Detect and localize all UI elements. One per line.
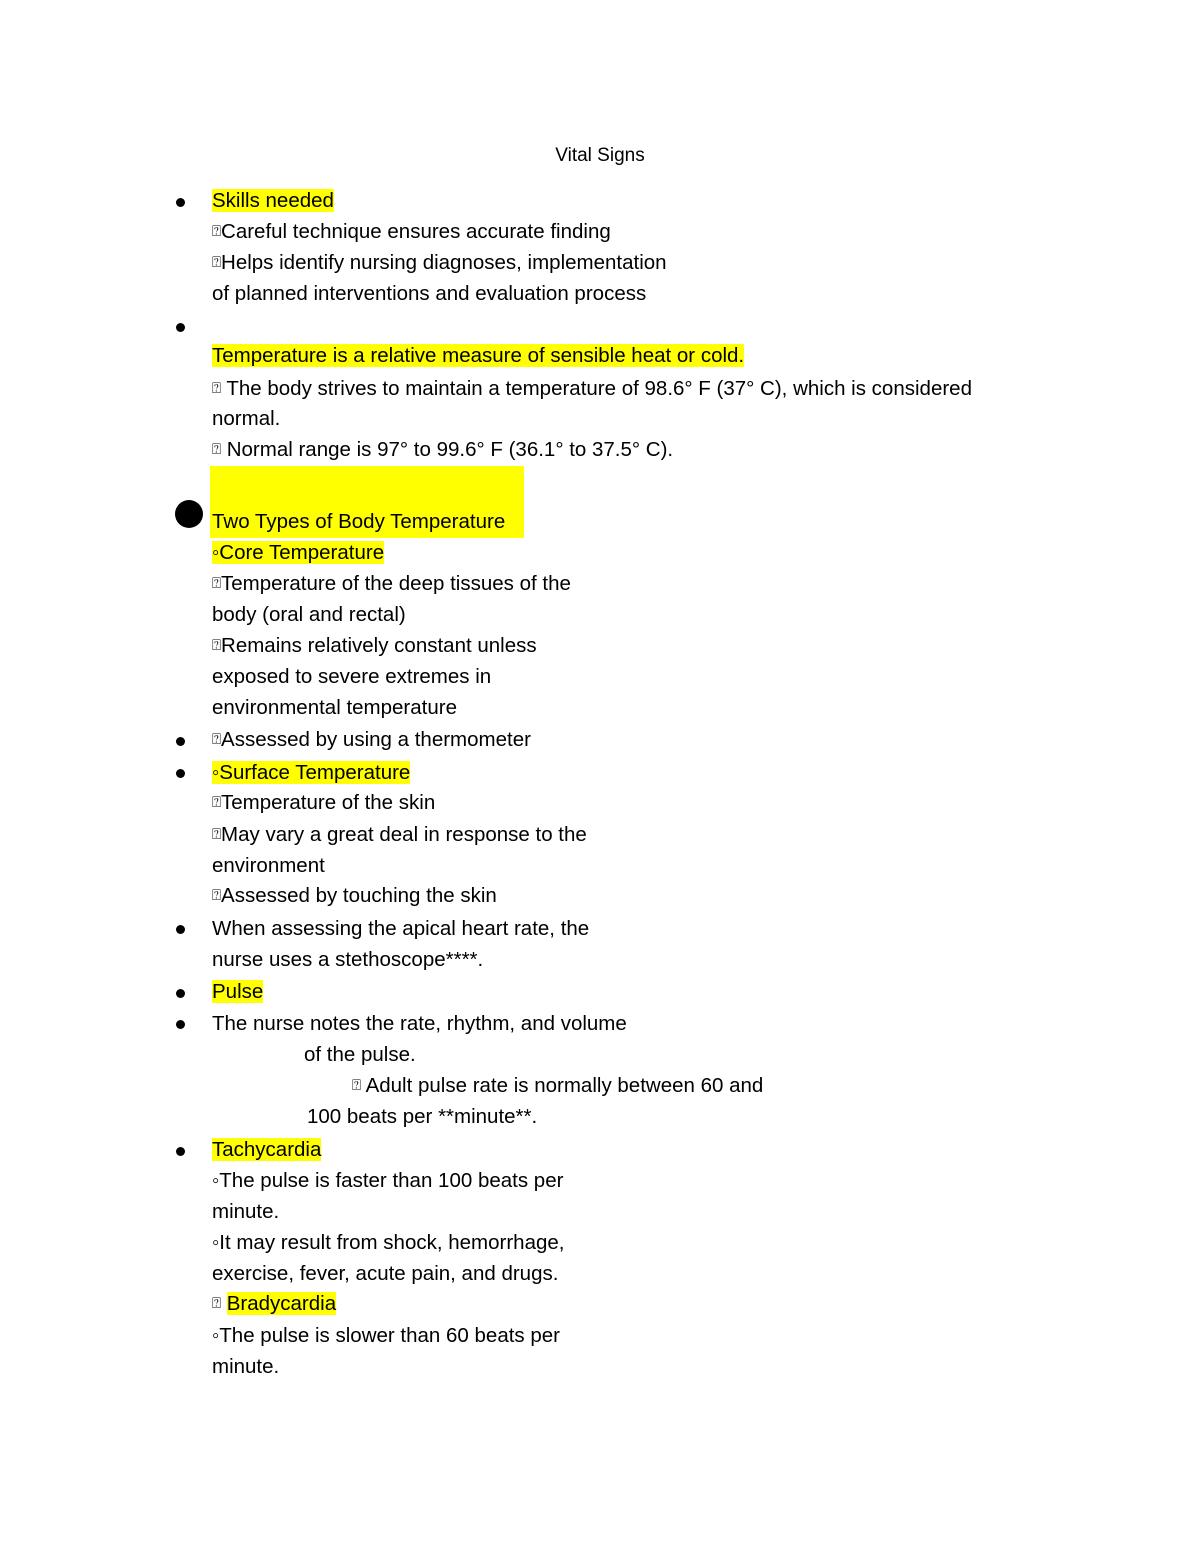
highlighted-text: Two Types of Body Temperature — [212, 510, 506, 533]
line-text: environmental temperature — [212, 696, 457, 719]
line-text: Temperature of the deep tissues of the — [221, 572, 571, 595]
missing-glyph-icon: ⍰ — [212, 254, 222, 271]
bullet-icon — [176, 925, 185, 934]
line-text: minute. — [212, 1200, 280, 1223]
line-text: 100 beats per **minute**. — [307, 1105, 538, 1128]
text-line — [212, 822, 587, 848]
line-text: body (oral and rectal) — [212, 603, 406, 626]
text-line — [352, 1073, 763, 1099]
line-text: ◦The pulse is slower than 60 beats per — [212, 1324, 560, 1347]
line-text: Helps identify nursing diagnoses, implementation — [221, 251, 667, 274]
line-text: environment — [212, 854, 325, 877]
missing-glyph-icon: ⍰ — [212, 887, 222, 904]
line-text: Assessed by using a thermometer — [221, 728, 531, 751]
subheading-surface-temperature — [212, 760, 410, 786]
text-line — [212, 250, 667, 276]
text-line — [212, 406, 280, 432]
highlighted-text: Pulse — [212, 980, 264, 1003]
subheading-core-temperature — [212, 540, 384, 566]
line-text: of the pulse. — [304, 1043, 416, 1066]
text-line — [212, 727, 531, 753]
text-line — [212, 376, 972, 402]
text-line — [212, 1261, 558, 1287]
heading-two-types — [212, 509, 505, 535]
bullet-icon — [176, 198, 185, 207]
heading-bradycardia — [212, 1291, 336, 1317]
bullet-icon — [176, 1147, 185, 1156]
missing-glyph-icon: ⍰ — [212, 1295, 222, 1312]
text-line — [212, 633, 537, 659]
text-line — [212, 947, 483, 973]
spacer-text — [221, 1292, 227, 1315]
line-text: Careful technique ensures accurate finding — [221, 220, 611, 243]
heading-skills-needed — [212, 188, 334, 214]
line-text: Assessed by touching the skin — [221, 884, 497, 907]
bullet-icon — [176, 323, 185, 332]
text-line — [212, 602, 406, 628]
heading-temperature — [212, 343, 744, 369]
line-text: of planned interventions and evaluation process — [212, 282, 647, 305]
line-text: The body strives to maintain a temperature of 98.6° F (37° C), which is considered — [221, 377, 972, 400]
line-text: May vary a great deal in response to the — [221, 823, 587, 846]
missing-glyph-icon: ⍰ — [212, 441, 222, 458]
highlighted-text: Bradycardia — [226, 1292, 337, 1315]
page-title: Vital Signs — [555, 145, 645, 166]
text-line — [212, 1230, 564, 1256]
heading-tachycardia — [212, 1137, 321, 1163]
text-line — [212, 1354, 279, 1380]
highlighted-text: ◦Surface Temperature — [212, 761, 411, 784]
text-line — [212, 219, 611, 245]
line-text: ◦It may result from shock, hemorrhage, — [212, 1231, 565, 1254]
highlighted-text: Tachycardia — [212, 1138, 322, 1161]
text-line — [212, 281, 646, 307]
text-line — [304, 1042, 416, 1068]
missing-glyph-icon: ⍰ — [212, 575, 222, 592]
large-bullet-icon — [175, 500, 203, 528]
text-line — [212, 790, 435, 816]
highlighted-text: ◦Core Temperature — [212, 541, 385, 564]
bullet-icon — [176, 737, 185, 746]
text-line — [212, 695, 457, 721]
bullet-icon — [176, 769, 185, 778]
line-text: nurse uses a stethoscope****. — [212, 948, 484, 971]
line-text: Remains relatively constant unless — [221, 634, 537, 657]
text-line — [212, 437, 673, 463]
text-line — [212, 1168, 563, 1194]
heading-pulse — [212, 979, 263, 1005]
text-line — [212, 916, 589, 942]
line-text: minute. — [212, 1355, 280, 1378]
text-line — [307, 1104, 537, 1130]
missing-glyph-icon: ⍰ — [212, 826, 222, 843]
line-text: Adult pulse rate is normally between 60 and — [361, 1074, 764, 1097]
text-line — [212, 664, 491, 690]
text-line — [212, 883, 497, 909]
text-line — [212, 571, 571, 597]
line-text: Temperature of the skin — [221, 791, 436, 814]
text-line — [212, 853, 325, 879]
highlighted-text: Temperature is a relative measure of sensible heat or cold. — [212, 344, 745, 367]
bullet-icon — [176, 1020, 185, 1029]
text-line — [212, 1011, 627, 1037]
bullet-icon — [176, 989, 185, 998]
text-line — [212, 1323, 560, 1349]
text-line — [212, 1199, 279, 1225]
line-text: exercise, fever, acute pain, and drugs. — [212, 1262, 559, 1285]
line-text: Normal range is 97° to 99.6° F (36.1° to 37.5° C). — [221, 438, 674, 461]
highlighted-text: Skills needed — [212, 189, 334, 212]
missing-glyph-icon: ⍰ — [212, 794, 222, 811]
missing-glyph-icon: ⍰ — [352, 1077, 362, 1094]
line-text: ◦The pulse is faster than 100 beats per — [212, 1169, 564, 1192]
missing-glyph-icon: ⍰ — [212, 223, 222, 240]
line-text: exposed to severe extremes in — [212, 665, 492, 688]
missing-glyph-icon: ⍰ — [212, 731, 222, 748]
line-text: The nurse notes the rate, rhythm, and volume — [212, 1012, 627, 1035]
missing-glyph-icon: ⍰ — [212, 380, 222, 397]
missing-glyph-icon: ⍰ — [212, 637, 222, 654]
line-text: normal. — [212, 407, 281, 430]
line-text: When assessing the apical heart rate, the — [212, 917, 590, 940]
